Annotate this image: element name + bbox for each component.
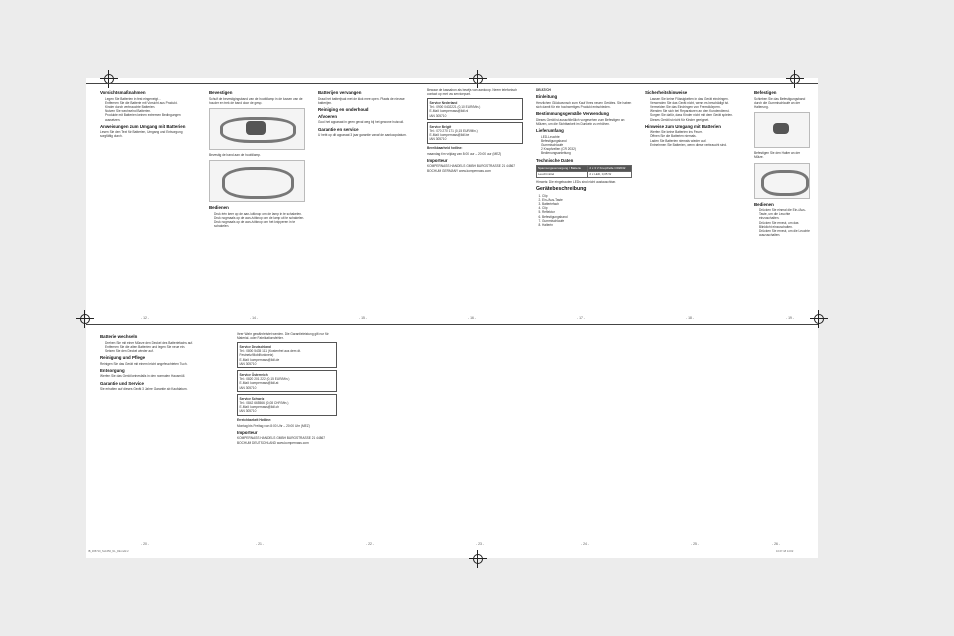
list-item: • Bedienungsanleitung — [541, 151, 632, 155]
heading: Bestimmungsgemäße Verwendung — [536, 111, 609, 117]
paragraph: Dieses Gerät ist ausschließlich vorgesehen zum Befestigen an Mützen, um die Sichtbarkeit im Dunkeln zu erhöhen. — [536, 117, 625, 126]
heading: Afvoeren — [318, 113, 338, 119]
list-item: 7. Gummischlaufe — [542, 219, 632, 223]
service-ian: IAN 305710 — [429, 137, 447, 142]
column-7 — [754, 88, 810, 314]
list-item: • Kinder durch verbrauchte Batterien. — [105, 105, 196, 109]
paragraph: Reinigen Sie das Gerät mit einem leicht angefeuchteten Tuch. — [100, 361, 188, 366]
language-code: DE/AT/CH — [536, 88, 551, 92]
print-slug-left: IB_305710_SL1650_NL_DE.indd 2 — [88, 550, 129, 553]
caption: Befestigen Sie den Halter an der Mütze. — [754, 151, 801, 160]
column-6 — [645, 88, 741, 314]
service-phone: Tel.: 0800 5435 111 (Kostenfrei aus dem dt. Festnetz/Mobilfunknetz) — [239, 349, 301, 358]
service-box-ch — [237, 394, 337, 416]
fold-line-middle — [86, 324, 818, 325]
list-item: • Verwenden Sie das Gerät nicht, wenn es beschädigt ist. — [650, 101, 741, 105]
list-item: • LED-Leuchte — [541, 135, 632, 139]
list-item: • Druk één keer op de aan-/uitknop om de lamp in te schakelen. — [214, 212, 305, 216]
hotline-title: Bereikbaarheid hotline: — [427, 146, 463, 151]
page-number: - 25 - — [691, 542, 699, 546]
heading: Batterie wechseln — [100, 334, 138, 339]
service-email: E-Mail: kompernass@lidl.ch — [239, 405, 280, 410]
table-cell: 2 x LED, 0,05 W — [588, 171, 632, 177]
heading: Einleitung — [536, 94, 558, 100]
service-box-nl — [427, 98, 523, 120]
list-item: • Entfernen Sie die Batterie mit Vorsicht aus Produkt. — [105, 101, 196, 105]
heading: Bedienen — [754, 201, 774, 207]
list-item: • Lassen Sie keine Flüssigkeiten in das Gerät eindringen. — [650, 97, 741, 101]
table-cell: Spannungsversorgung / Batterie — [537, 165, 588, 171]
list-item: 8. Halterin — [542, 223, 632, 227]
paragraph: Schuif de bevestigingsband van de hoofdlamp in de lussen van de houder en trek de band door de gesp. — [209, 96, 303, 105]
band-illustration — [209, 160, 305, 202]
hotline-hours: maandag t/m vrijdag van 8:00 uur – 20:00 uur (MEZ) — [427, 151, 502, 156]
heading: Batterijen vervangen — [318, 90, 362, 95]
importer-address: KOMPERNASS HANDELS GMBH BURGSTRASSE 21 44867 BOCHUM GERMANY www.kompernass.com — [427, 164, 516, 173]
page-number: - 15 - — [359, 316, 367, 320]
service-box-de — [237, 342, 337, 368]
service-phone: Tel.: 0900 0402221 (0,10 EUR/Min.) — [429, 105, 481, 110]
service-ian: IAN 305710 — [239, 361, 257, 366]
page-number: - 23 - — [476, 542, 484, 546]
page-number: - 26 - — [772, 542, 780, 546]
heading: Technische Daten — [536, 157, 574, 163]
list-item: • Druk nogmaals op de aan-/uitknop om het knipperen in te schakelen. — [214, 220, 305, 228]
service-email: E-Mail: kompernass@lidl.de — [239, 357, 280, 362]
paragraph: Lesen Sie den Text für Batterien, Umgang und Entsorgung sorgfältig durch. — [100, 130, 183, 139]
column-5 — [536, 88, 632, 314]
service-box-be — [427, 122, 523, 144]
paragraph: Draai het batterijvak met de klok mee open. Plaats de nieuwe batterijen. — [318, 96, 405, 105]
list-item: • Drücken Sie einmal die Ein-/Aus-Taste, um die Leuchte einzuschalten. — [759, 208, 810, 221]
heading: Garantie und Service — [100, 380, 144, 386]
service-ian: IAN 305710 — [239, 409, 257, 414]
paragraph: Hinweis: Die eingebauten LEDs sind nicht austauschbar. — [536, 179, 616, 184]
column-2 — [237, 332, 337, 540]
list-item: • Wenden Sie sich bei Reparaturen an den Kundendienst. — [650, 109, 741, 113]
list-item: • Drehen Sie mit einer Münze den Deckel des Batteriefachs auf. — [105, 341, 200, 345]
table-cell: 2 x 3 V Knopfzelle CR2032 — [588, 165, 632, 171]
paragraph: U hebt op dit apparaat 3 jaar garantie vanaf de aankoopdatum. — [318, 133, 407, 138]
service-title: Service Deutschland — [239, 344, 271, 349]
column-1 — [100, 332, 200, 540]
service-phone: Tel.: 0820 201 222 (0,15 EUR/Min.) — [239, 377, 290, 382]
page-number: - 19 - — [786, 316, 794, 320]
heading: Bevestigen — [209, 90, 233, 95]
list-item: • Legen Sie Batterien in fest eingeneigt... — [105, 97, 196, 101]
service-phone: Tel.: 070 270 171 (0,15 EUR/Min.) — [429, 128, 478, 133]
service-title: Service Nederland — [429, 100, 458, 105]
page-number: - 16 - — [468, 316, 476, 320]
page-number: - 22 - — [366, 542, 374, 546]
paragraph: Ihrer Wahr gewährleistet werden. Die Garantieleistung gilt nur für Material- oder Fabrikationsfehler. — [237, 332, 329, 341]
heading: Garantie en service — [318, 126, 359, 132]
page-number: - 20 - — [141, 542, 149, 546]
list-item: • Druk nogmaals op de aan-/uitknop om de lamp uit te schakelen. — [214, 216, 305, 220]
heading: Vorsichtsmaßnahmen — [100, 90, 146, 95]
column-1 — [100, 88, 196, 314]
service-email: E-Mail: kompernass@lidl.at — [239, 381, 279, 386]
column-2 — [209, 88, 305, 314]
service-ian: IAN 305710 — [239, 385, 257, 390]
heading: Reinigung und Pflege — [100, 355, 146, 361]
service-title: Service Österreich — [239, 372, 268, 377]
list-item: 1. Clip — [542, 194, 632, 198]
tech-data-table — [536, 165, 632, 178]
list-item: • Laden Sie Batterien niemals wieder auf. — [650, 139, 741, 143]
heading: Bedienen — [209, 205, 229, 211]
print-sheet — [86, 78, 818, 558]
paragraph: Werfen Sie das Gerät keinesfalls in den normalen Hausmüll. — [100, 374, 186, 379]
table-cell: Leuchtmittel — [537, 171, 588, 177]
page-number: - 12 - — [141, 316, 149, 320]
list-item: • Setzen Sie den Deckel wieder auf. — [105, 349, 200, 353]
heading: Hinweise zum Umgang mit Batterien — [645, 123, 721, 129]
paragraph: Herzlichen Glückwunsch zum Kauf Ihres neuen Gerätes. Sie haben sich damit für ein hochwertiges Produkt entschieden. — [536, 100, 632, 109]
page-number: - 24 - — [581, 542, 589, 546]
list-item: • Vermeiden Sie das Eindringen von Fremdkörpern. — [650, 105, 741, 109]
list-item: • Nutzen Sie wechselnd Batterien. — [105, 109, 196, 113]
page-number: - 21 - — [256, 542, 264, 546]
heading: Gerätebeschreibung — [536, 185, 587, 192]
list-item: • Drücken Sie erneut, um die Leuchte auszuschalten. — [759, 229, 810, 237]
heading: Importeur — [237, 429, 258, 435]
heading: Sicherheitshinweise — [645, 90, 688, 95]
headlamp-illustration — [754, 112, 810, 148]
page-number: - 18 - — [686, 316, 694, 320]
list-item: • Drücken Sie erneut, um das Blinklicht einzuschalten. — [759, 221, 810, 229]
column-3 — [318, 88, 414, 314]
hotline-title: Erreichbarkeit Hotline: — [237, 418, 272, 423]
list-item: • Gummischlaufe — [541, 143, 632, 147]
importer-address: KOMPERNASS HANDELS GMBH BURGSTRASSE 21 44867 BOCHUM DEUTSCHLAND www.kompernass.com — [237, 436, 326, 445]
list-item: • Produkte mit Batterien keinen extremen Bedingungen aussetzen. — [105, 113, 196, 121]
heading: Importeur — [427, 157, 448, 163]
list-item: • Öffnen Sie die Batterien niemals. — [650, 134, 741, 138]
heading: Reiniging en onderhoud — [318, 106, 369, 112]
paragraph: Gooi het apparaat in geen geval weg bij het gewone huisvuil. — [318, 120, 404, 125]
band-illustration — [754, 163, 810, 199]
list-item: • Entfernen Sie die alten Batterien und legen Sie neue ein. — [105, 345, 200, 349]
bottom-band — [86, 328, 818, 558]
column-4 — [427, 88, 523, 314]
caption: Bevestig de band aan de hoofdlamp. — [209, 152, 261, 157]
heading: Lieferumfang — [536, 128, 564, 134]
list-item: 5. Reflektor — [542, 210, 632, 214]
service-phone: Tel.: 0842 665566 (0,08 CHF/Min.) — [239, 400, 289, 405]
print-slug-right: 10.07.18 14:02 — [776, 550, 794, 553]
list-item: • Entnehmen Sie Batterien, wenn diese verbraucht sind. — [650, 143, 741, 147]
service-ian: IAN 305710 — [429, 113, 447, 118]
service-box-at — [237, 370, 337, 392]
list-item: 4. Clip — [542, 206, 632, 210]
page-number: - 14 - — [250, 316, 258, 320]
hotline-hours: Montag bis Freitag von 8:00 Uhr – 20:00 Uhr (MEZ) — [237, 423, 310, 428]
heading: Entsorgung — [100, 367, 125, 373]
top-band — [86, 78, 818, 324]
headlamp-illustration — [209, 108, 305, 150]
list-item: 6. Befestigungsband — [542, 215, 632, 219]
service-email: E-Mail: kompernass@lidl.be — [429, 133, 470, 138]
service-email: E-Mail: kompernass@lidl.nl — [429, 109, 469, 114]
heading: Anweisungen zum Umgang mit Batterien — [100, 123, 186, 129]
service-title: Service Schweiz — [239, 396, 265, 401]
list-item: • Befestigungsband — [541, 139, 632, 143]
list-item: • Dieses Gerät ist nicht für Kinder geeignet. — [650, 118, 741, 122]
heading: Befestigen — [754, 90, 777, 95]
list-item: • Sorgen Sie dafür, dass Kinder nicht mit dem Gerät spielen. — [650, 113, 741, 117]
list-item: • Werfen Sie keine Batterien ins Feuer. — [650, 130, 741, 134]
paragraph: Bewaar de kassabon als bewijs van aankoop. Neem telefonisch contact op met uw servicepunt. — [427, 88, 518, 97]
page-number: - 17 - — [577, 316, 585, 320]
paragraph: Sie erhalten auf dieses Gerät 3 Jahre Garantie ab Kaufdatum. — [100, 387, 188, 392]
list-item: • 2 Knopfzellen (CR 2032) — [541, 147, 632, 151]
list-item: 2. Ein-/Aus-Taste — [542, 198, 632, 202]
list-item: 3. Batteriefach — [542, 202, 632, 206]
service-title: Service België — [429, 124, 452, 129]
paragraph: Schieben Sie das Befestigungsband durch die Gummischlaufe an der Halterung. — [754, 96, 806, 109]
